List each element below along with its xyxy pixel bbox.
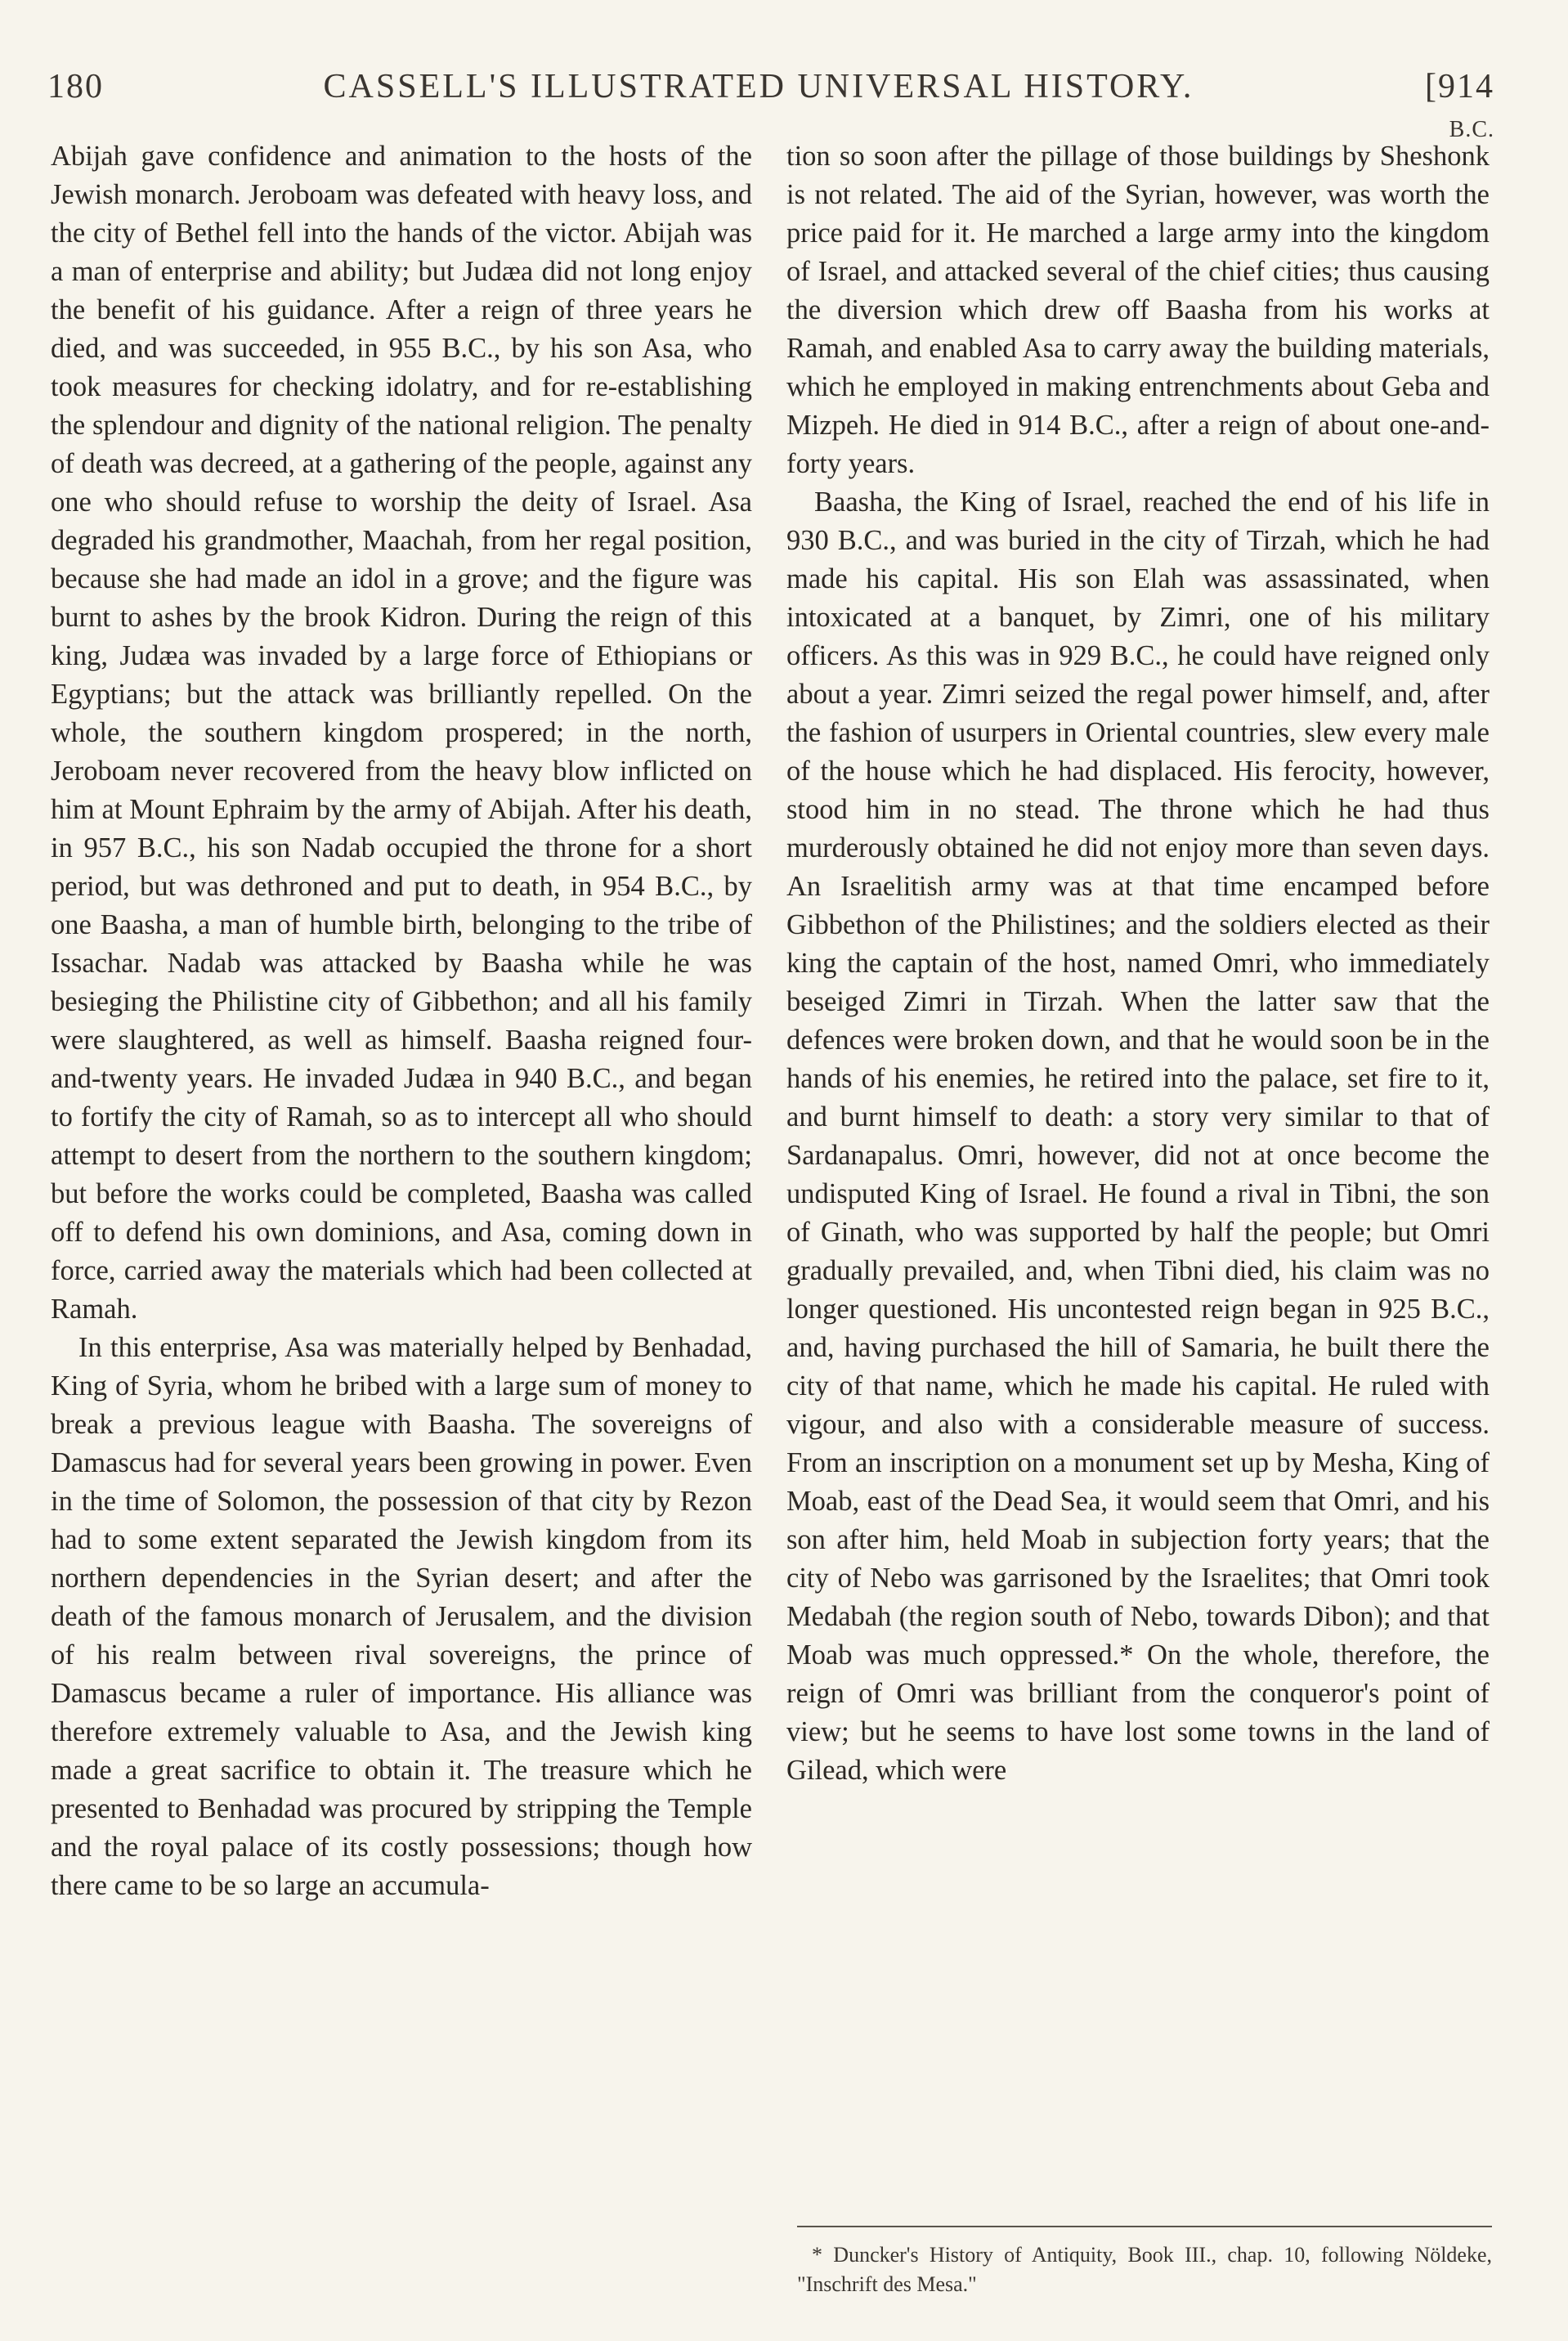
- book-title: CASSELL'S ILLUSTRATED UNIVERSAL HISTORY.: [323, 68, 1194, 105]
- left-column: [51, 137, 752, 1905]
- footnote: * Duncker's History of Antiquity, Book III., chap. 10, following Nöldeke, "Inschrift des Mesa.": [797, 2243, 1492, 2296]
- right-column: [786, 137, 1490, 1790]
- page-number: 180: [47, 68, 104, 105]
- paragraph: Baasha, the King of Israel, reached the end of his life in 930 B.C., and was buried in the city of Tirzah, which he had made his capital. His son Elah was assassinated, when intoxicated at a banquet, by Zimri, one of his military officers. As this was in 929 B.C., he could have reigned only about a year. Zimri seized the regal power himself, and, after the fashion of usurpers in Oriental countries, slew every male of the house which he had displaced. His ferocity, however, stood him in no stead. The throne which he had thus murderously obtained he did not enjoy more than seven days. An Israelitish army was at that time encamped before Gibbethon of the Philistines; and the soldiers elected as their king the captain of the host, named Omri, who immediately beseiged Zimri in Tirzah. When the latter saw that the defences were broken down, and that he would soon be in the hands of his enemies, he retired into the palace, set fire to it, and burnt himself to death: a story very similar to that of Sardanapalus. Omri, however, did not at once become the undisputed King of Israel. He found a rival in Tibni, the son of Ginath, who was supported by half the people; but Omri gradually prevailed, and, when Tibni died, his claim was no longer questioned. His uncontested reign began in 925 B.C., and, having purchased the hill of Samaria, he built there the city of that name, which he made his capital. He ruled with vigour, and also with a considerable measure of success. From an inscription on a monument set up by Mesha, King of Moab, east of the Dead Sea, it would seem that Omri, and his son after him, held Moab in subjection forty years; that the city of Nebo was garrisoned by the Israelites; that Omri took Medabah (the region south of Nebo, towards Dibon); and that Moab was much oppressed.* On the whole, therefore, the reign of Omri was brilliant from the conqueror's point of view; but he seems to have lost some towns in the land of Gilead, which were: [786, 487, 1490, 1786]
- date-era: B.C.: [1449, 117, 1494, 142]
- date-year: [914: [1425, 68, 1494, 105]
- paragraph: Abijah gave confidence and animation to the hosts of the Jewish monarch. Jeroboam was defeated with heavy loss, and the city of Bethel fell into the hands of the victor. Abijah was a man of enterprise and ability; but Judæa did not long enjoy the benefit of his guidance. After a reign of three years he died, and was succeeded, in 955 B.C., by his son Asa, who took measures for checking idolatry, and for re-establishing the splendour and dignity of the national religion. The penalty of death was decreed, at a gathering of the people, against any one who should refuse to worship the deity of Israel. Asa degraded his grandmother, Maachah, from her regal position, because she had made an idol in a grove; and the figure was burnt to ashes by the brook Kidron. During the reign of this king, Judæa was invaded by a large force of Ethiopians or Egyptians; but the attack was brilliantly repelled. On the whole, the southern kingdom prospered; in the north, Jeroboam never recovered from the heavy blow inflicted on him at Mount Ephraim by the army of Abijah. After his death, in 957 B.C., his son Nadab occupied the throne for a short period, but was dethroned and put to death, in 954 B.C., by one Baasha, a man of humble birth, belonging to the tribe of Issachar. Nadab was attacked by Baasha while he was besieging the Philistine city of Gibbethon; and all his family were slaughtered, as well as himself. Baasha reigned four-and-twenty years. He invaded Judæa in 940 B.C., and began to fortify the city of Ramah, so as to intercept all who should attempt to desert from the northern to the southern kingdom; but before the works could be completed, Baasha was called off to defend his own dominions, and Asa, coming down in force, carried away the materials which had been collected at Ramah.: [51, 141, 752, 1325]
- paragraph: tion so soon after the pillage of those buildings by Sheshonk is not related. The aid of the Syrian, however, was worth the price paid for it. He marched a large army into the kingdom of Israel, and attacked several of the chief cities; thus causing the diversion which drew off Baasha from his works at Ramah, and enabled Asa to carry away the building materials, which he employed in making entrenchments about Geba and Mizpeh. He died in 914 B.C., after a reign of about one-and-forty years.: [786, 141, 1490, 479]
- paragraph: In this enterprise, Asa was materially helped by Benhadad, King of Syria, whom he bribed with a large sum of money to break a previous league with Baasha. The sovereigns of Damascus had for several years been growing in power. Even in the time of Solomon, the possession of that city by Rezon had to some extent separated the Jewish kingdom from its northern dependencies in the Syrian desert; and after the death of the famous monarch of Jerusalem, and the division of his realm between rival sovereigns, the prince of Damascus became a ruler of importance. His alliance was therefore extremely valuable to Asa, and the Jewish king made a great sacrifice to obtain it. The treasure which he presented to Benhadad was procured by stripping the Temple and the royal palace of its costly possessions; though how there came to be so large an accumula-: [51, 1332, 752, 1901]
- running-head: [47, 67, 1494, 142]
- footnote-rule: [797, 2226, 1492, 2227]
- date-reference: [1372, 67, 1494, 146]
